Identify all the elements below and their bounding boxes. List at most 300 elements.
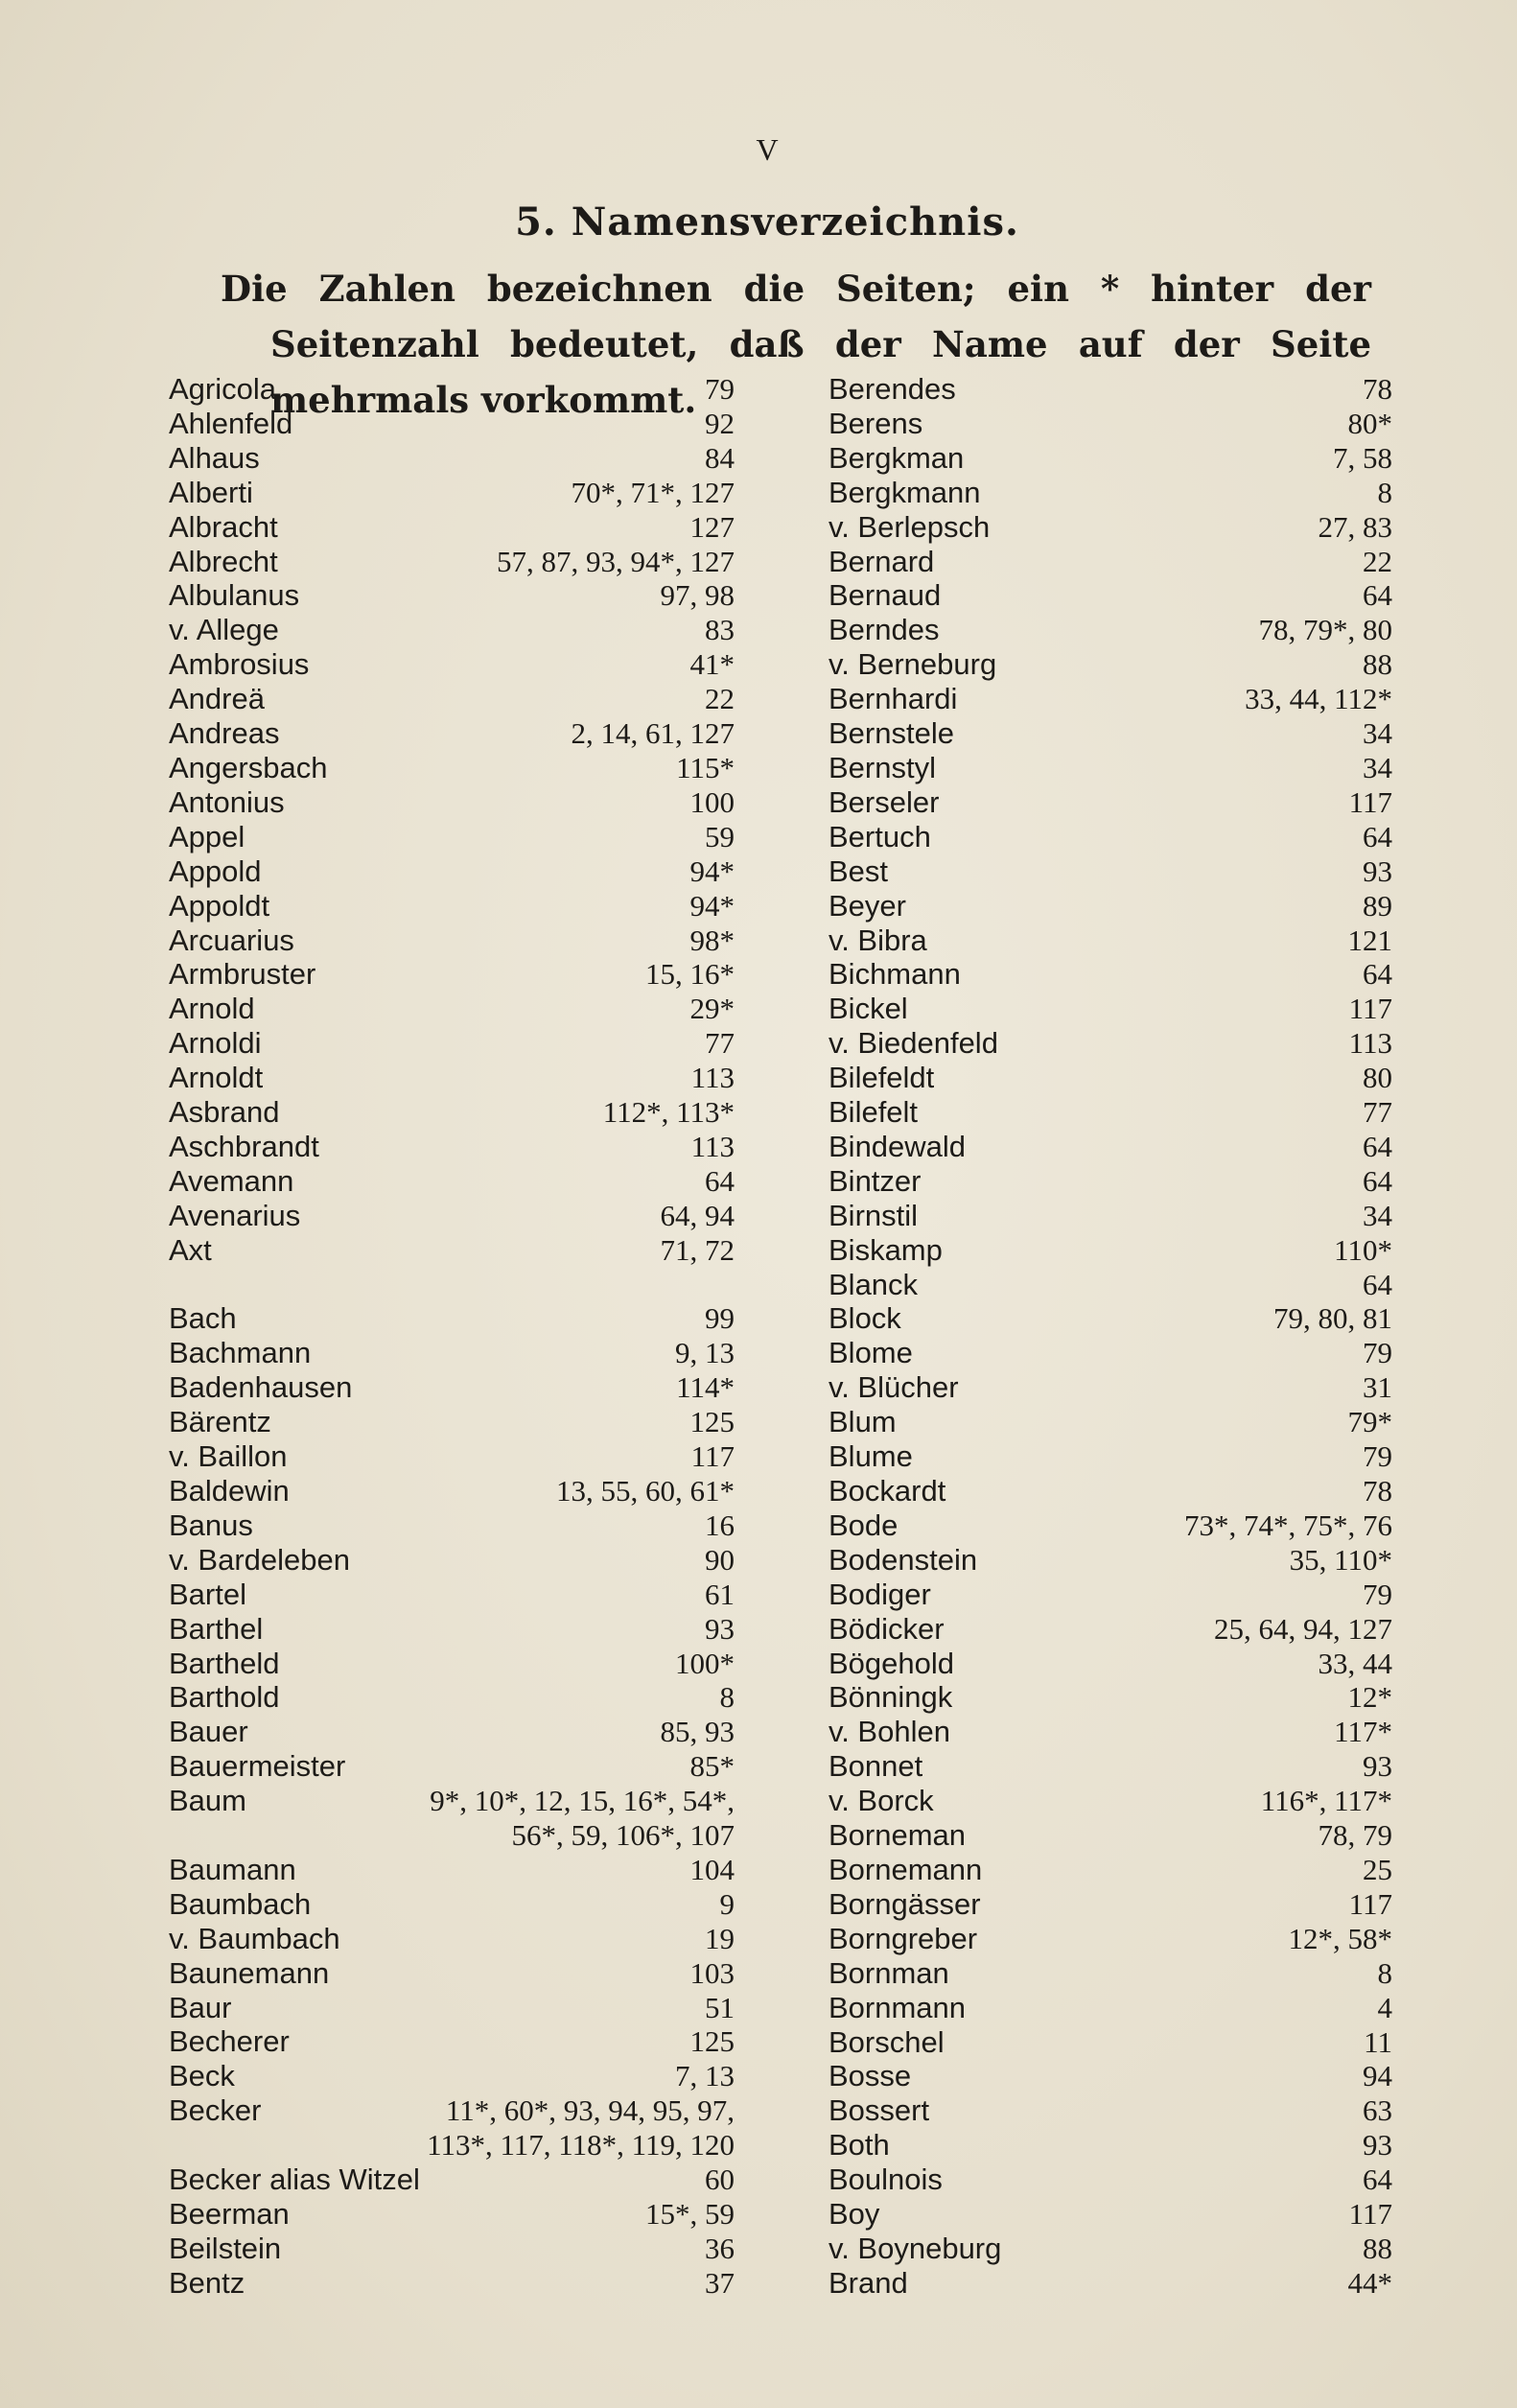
index-entry: [829, 2093, 1392, 2128]
index-entry: [829, 2197, 1392, 2232]
entry-pages: 79*: [1347, 1405, 1392, 1439]
entry-name: v. Borck: [829, 1784, 934, 1818]
entry-name: Appoldt: [169, 888, 270, 923]
entry-name: Bögehold: [829, 1646, 955, 1680]
index-entry: [829, 1095, 1392, 1130]
entry-pages: 7, 13: [675, 2059, 735, 2093]
entry-pages: 125: [689, 2024, 735, 2059]
entry-name: v. Blücher: [829, 1370, 959, 1405]
index-entry: [829, 716, 1392, 751]
entry-name: Bauer: [169, 1715, 248, 1749]
entry-pages: 15, 16*: [645, 957, 735, 992]
entry-pages: 70*, 71*, 127: [571, 475, 735, 509]
entry-pages: 15*, 59: [645, 2197, 735, 2232]
entry-name: v. Bohlen: [829, 1715, 950, 1749]
entry-pages: 35, 110*: [1289, 1542, 1392, 1577]
entry-pages: 34: [1363, 1198, 1392, 1232]
index-entry: [829, 854, 1392, 889]
entry-name: Borschel: [829, 2024, 945, 2059]
entry-name: Bilefeldt: [829, 1061, 935, 1095]
entry-name: Angersbach: [169, 750, 328, 784]
entry-pages: 93: [705, 1611, 735, 1646]
entry-pages: 114*: [676, 1370, 735, 1405]
entry-name: Bockardt: [829, 1474, 946, 1508]
index-entry: [169, 1887, 735, 1922]
entry-name: Bodenstein: [829, 1542, 978, 1577]
index-entry: [829, 1715, 1392, 1749]
index-entry: [169, 1474, 735, 1508]
entry-name: Bernhardi: [829, 682, 958, 716]
index-entry: [169, 578, 735, 613]
entry-pages: 100: [689, 784, 735, 819]
entry-pages: 115*: [676, 750, 735, 784]
entry-pages: 33, 44, 112*: [1245, 682, 1392, 716]
entry-name: Boy: [829, 2197, 880, 2232]
index-entry: [169, 854, 735, 889]
entry-pages: 9*, 10*, 12, 15, 16*, 54*,: [430, 1784, 735, 1818]
entry-name: Bartel: [169, 1577, 246, 1611]
index-entry: [169, 1199, 735, 1233]
index-entry: [169, 716, 735, 751]
entry-name: Boulnois: [829, 2163, 943, 2197]
entry-name: Bernaud: [829, 578, 942, 613]
entry-pages: 79: [705, 372, 735, 406]
entry-pages: 77: [705, 1026, 735, 1061]
intro-text: Die Zahlen bezeichnen die Seiten; ein * hinter der Seitenzahl bedeutet, daß der Name auf der Seite mehrmals vorkommt.: [221, 268, 1371, 421]
entry-pages: 8: [1377, 475, 1392, 509]
entry-name: Beck: [169, 2059, 235, 2093]
entry-name: Ambrosius: [169, 647, 310, 682]
entry-name: Best: [829, 853, 889, 888]
entry-name: Berndes: [829, 613, 940, 647]
entry-pages: 64: [1363, 1267, 1392, 1301]
entry-name: Blum: [829, 1405, 897, 1439]
index-entry: [169, 372, 735, 407]
entry-pages: 78: [1363, 1474, 1392, 1508]
index-entry: [169, 992, 735, 1026]
entry-name: Bode: [829, 1508, 899, 1542]
index-entry: [169, 1301, 735, 1336]
entry-name: v. Allege: [169, 613, 279, 647]
index-entry: [829, 923, 1392, 958]
entry-name: v. Baillon: [169, 1439, 288, 1474]
index-entry: [829, 1130, 1392, 1164]
entry-name: Axt: [169, 1232, 212, 1267]
entry-pages: 59: [705, 819, 735, 853]
entry-name: Antonius: [169, 784, 285, 819]
entry-name: Barthold: [169, 1680, 280, 1715]
index-entry: [169, 545, 735, 579]
entry-pages: 99: [705, 1301, 735, 1336]
index-entry: [829, 647, 1392, 682]
entry-name: Bauermeister: [169, 1749, 346, 1784]
index-entry: [829, 1405, 1392, 1439]
index-entry: [169, 1164, 735, 1199]
index-entry: [169, 441, 735, 476]
entry-name: Bach: [169, 1301, 237, 1336]
entry-name: Borneman: [829, 1818, 967, 1853]
entry-name: Brand: [829, 2265, 908, 2300]
entry-pages: 110*: [1334, 1232, 1392, 1267]
index-entry: [829, 1749, 1392, 1784]
entry-pages: 78, 79: [1318, 1818, 1392, 1853]
entry-name: Bodiger: [829, 1577, 931, 1611]
entry-pages: 92: [705, 406, 735, 440]
entry-name: Bilefelt: [829, 1095, 919, 1130]
entry-pages: 88: [1363, 2231, 1392, 2265]
entry-name: Birnstil: [829, 1198, 919, 1232]
index-entry: [169, 1130, 735, 1164]
index-entry: [169, 1095, 735, 1130]
index-entry: [169, 647, 735, 682]
index-entry: [829, 1061, 1392, 1095]
entry-pages: 64: [1363, 1129, 1392, 1163]
entry-pages: 19: [705, 1921, 735, 1955]
index-entry: [829, 1818, 1392, 1853]
entry-pages: 113: [690, 1061, 735, 1095]
entry-name: Bentz: [169, 2265, 245, 2300]
entry-pages: 61: [705, 1577, 735, 1611]
entry-pages: 9: [719, 1886, 735, 1921]
entry-pages: 97, 98: [660, 578, 735, 613]
entry-pages: 117: [690, 1439, 735, 1474]
entry-name: v. Berneburg: [829, 647, 997, 682]
index-entry: [169, 957, 735, 992]
entry-pages: 79: [1363, 1336, 1392, 1370]
entry-pages: 103: [689, 1955, 735, 1990]
index-entry: [829, 1199, 1392, 1233]
index-entry: [169, 1405, 735, 1439]
index-entry: [169, 613, 735, 647]
entry-name: Berens: [829, 406, 923, 440]
entry-pages: 41*: [689, 647, 735, 682]
entry-pages: 93: [1363, 1749, 1392, 1784]
entry-pages: 89: [1363, 888, 1392, 923]
index-entry: [829, 1370, 1392, 1405]
entry-pages: 29*: [689, 992, 735, 1026]
entry-pages: 64, 94: [660, 1198, 735, 1232]
entry-name: Andreä: [169, 682, 265, 716]
index-entry: [169, 1956, 735, 1991]
entry-name: Barthel: [169, 1611, 264, 1646]
entry-pages: 8: [1377, 1955, 1392, 1990]
entry-name: Bernstyl: [829, 750, 936, 784]
entry-pages: 25: [1363, 1852, 1392, 1886]
index-entry: [829, 510, 1392, 545]
entry-pages: 36: [705, 2231, 735, 2265]
entry-name: Arnoldi: [169, 1026, 262, 1061]
page-number: V: [756, 132, 779, 167]
entry-pages: 9, 13: [675, 1336, 735, 1370]
entry-name: Agricola: [169, 372, 276, 406]
index-entry: [169, 476, 735, 510]
entry-pages: 77: [1363, 1095, 1392, 1130]
entry-name: Bödicker: [829, 1611, 945, 1646]
entry-name: Arnoldt: [169, 1061, 264, 1095]
entry-pages: 100*: [675, 1646, 735, 1680]
index-entry: [169, 820, 735, 854]
index-entry: [169, 1991, 735, 2025]
entry-name: Bickel: [829, 992, 908, 1026]
entry-name: Berseler: [829, 784, 940, 819]
entry-pages: 11: [1364, 2024, 1392, 2059]
entry-name: Andreas: [169, 716, 280, 751]
entry-name: Beerman: [169, 2197, 290, 2232]
index-entry: [169, 1370, 735, 1405]
entry-pages: 64: [1363, 819, 1392, 853]
entry-name: Bornmann: [829, 1990, 967, 2024]
entry-name: Alberti: [169, 475, 253, 509]
index-entry: [169, 1922, 735, 1956]
entry-name: v. Boyneburg: [829, 2231, 1002, 2265]
entry-pages: 63: [1363, 2093, 1392, 2128]
entry-pages: 85*: [689, 1749, 735, 1784]
entry-name: Becherer: [169, 2024, 290, 2059]
entry-pages: 121: [1347, 923, 1392, 957]
entry-pages: 113: [1348, 1026, 1392, 1061]
entry-pages: 93: [1363, 853, 1392, 888]
index-entry: [169, 2232, 735, 2266]
index-entry: [829, 682, 1392, 716]
index-entry: [829, 578, 1392, 613]
index-entry: [829, 2232, 1392, 2266]
index-entry: [829, 407, 1392, 441]
entry-name: Appel: [169, 819, 245, 853]
entry-pages: 37: [705, 2265, 735, 2300]
index-entry: [829, 2059, 1392, 2093]
entry-pages: 94*: [689, 888, 735, 923]
entry-pages: 73*, 74*, 75*, 76: [1184, 1508, 1392, 1542]
entry-pages: 117: [1348, 784, 1392, 819]
index-entry: [829, 2163, 1392, 2197]
entry-pages: 56*, 59, 106*, 107: [511, 1818, 735, 1853]
index-entry: [169, 2128, 735, 2163]
entry-pages: 64: [1363, 1163, 1392, 1198]
index-entry: [169, 751, 735, 785]
index-entry: [829, 441, 1392, 476]
entry-pages: 93: [1363, 2128, 1392, 2163]
index-entry: [829, 1268, 1392, 1302]
index-entry: [169, 1612, 735, 1647]
index-column-left: [169, 372, 735, 2301]
section-gap: [169, 1268, 735, 1302]
entry-pages: 90: [705, 1542, 735, 1577]
entry-name: Biskamp: [829, 1232, 943, 1267]
entry-name: Bergkman: [829, 440, 965, 475]
entry-pages: 60: [705, 2163, 735, 2197]
entry-name: Beyer: [829, 888, 906, 923]
entry-pages: 34: [1363, 716, 1392, 751]
entry-name: v. Baumbach: [169, 1921, 340, 1955]
entry-pages: 8: [719, 1680, 735, 1715]
entry-name: Becker: [169, 2093, 262, 2128]
section-title: 5. Namensverzeichnis.: [515, 199, 1019, 245]
index-entry: [829, 1680, 1392, 1715]
entry-name: Bintzer: [829, 1163, 922, 1198]
entry-name: Block: [829, 1301, 901, 1336]
entry-name: Appold: [169, 853, 262, 888]
index-entry: [169, 1784, 735, 1818]
entry-name: Baumbach: [169, 1886, 312, 1921]
entry-pages: 22: [1363, 544, 1392, 578]
entry-pages: 104: [689, 1852, 735, 1886]
index-entry: [829, 957, 1392, 992]
index-entry: [829, 372, 1392, 407]
entry-name: Becker alias Witzel: [169, 2163, 420, 2197]
index-entry: [829, 1922, 1392, 1956]
index-entry: [169, 682, 735, 716]
index-entry: [169, 1749, 735, 1784]
entry-pages: 11*, 60*, 93, 94, 95, 97,: [445, 2093, 735, 2128]
entry-name: Avenarius: [169, 1198, 301, 1232]
entry-pages: 117: [1348, 992, 1392, 1026]
index-entry: [169, 1336, 735, 1370]
entry-pages: 94*: [689, 853, 735, 888]
index-entry: [829, 1543, 1392, 1578]
entry-name: Avemann: [169, 1163, 294, 1198]
entry-name: Blanck: [829, 1267, 919, 1301]
entry-pages: 51: [705, 1990, 735, 2024]
entry-name: Borngässer: [829, 1886, 981, 1921]
entry-pages: 7, 58: [1333, 440, 1392, 475]
entry-name: v. Bibra: [829, 923, 927, 957]
entry-name: Beilstein: [169, 2231, 282, 2265]
entry-pages: 116*, 117*: [1260, 1784, 1392, 1818]
entry-pages: 80*: [1347, 406, 1392, 440]
index-entry: [829, 1301, 1392, 1336]
index-entry: [829, 2128, 1392, 2163]
index-entry: [829, 2266, 1392, 2301]
entry-pages: 64: [1363, 957, 1392, 992]
entry-name: Bonnet: [829, 1749, 923, 1784]
index-entry: [169, 510, 735, 545]
entry-name: Arcuarius: [169, 923, 294, 957]
entry-pages: 78: [1363, 372, 1392, 406]
index-entry: [169, 1026, 735, 1061]
entry-name: Baur: [169, 1990, 232, 2024]
index-entry: [829, 1439, 1392, 1474]
entry-name: v. Biedenfeld: [829, 1026, 998, 1061]
entry-pages: 113: [690, 1129, 735, 1163]
entry-name: Bachmann: [169, 1336, 312, 1370]
entry-name: Albulanus: [169, 578, 300, 613]
index-entry: [829, 1026, 1392, 1061]
entry-pages: 79: [1363, 1577, 1392, 1611]
entry-pages: 113*, 117, 118*, 119, 120: [427, 2128, 735, 2163]
index-entry: [169, 1233, 735, 1268]
entry-name: Arnold: [169, 992, 255, 1026]
index-entry: [169, 2093, 735, 2128]
entry-name: v. Berlepsch: [829, 509, 991, 544]
index-entry: [169, 1715, 735, 1749]
index-entry: [169, 2059, 735, 2093]
entry-name: Bossert: [829, 2093, 930, 2128]
index-entry: [169, 2163, 735, 2197]
index-entry: [829, 785, 1392, 820]
entry-pages: 25, 64, 94, 127: [1214, 1611, 1392, 1646]
entry-pages: 16: [705, 1508, 735, 1542]
entry-name: Bosse: [829, 2059, 912, 2093]
index-entry: [169, 1578, 735, 1612]
index-entry: [169, 2024, 735, 2059]
entry-name: Bornemann: [829, 1852, 983, 1886]
index-entry: [829, 1853, 1392, 1887]
index-entry: [169, 2197, 735, 2232]
entry-pages: 88: [1363, 647, 1392, 682]
entry-pages: 117: [1348, 1886, 1392, 1921]
index-entry: [829, 1164, 1392, 1199]
entry-name: Baldewin: [169, 1473, 290, 1508]
index-entry: [829, 2025, 1392, 2060]
entry-pages: 64: [705, 1163, 735, 1198]
entry-name: v. Bardeleben: [169, 1542, 350, 1577]
entry-name: Aschbrandt: [169, 1129, 319, 1163]
index-entry: [169, 1543, 735, 1578]
index-entry: [829, 1233, 1392, 1268]
index-entry: [829, 889, 1392, 923]
entry-name: Banus: [169, 1508, 253, 1542]
index-entry: [829, 1508, 1392, 1543]
entry-name: Badenhausen: [169, 1370, 353, 1405]
entry-name: Albrecht: [169, 544, 278, 578]
index-entry: [169, 1439, 735, 1474]
entry-pages: 57, 87, 93, 94*, 127: [497, 544, 735, 578]
entry-pages: 12*: [1347, 1680, 1392, 1715]
index-entry: [169, 2266, 735, 2301]
entry-name: Bartheld: [169, 1646, 280, 1680]
entry-name: Blome: [829, 1336, 913, 1370]
entry-name: Baumann: [169, 1852, 296, 1886]
index-entry: [829, 992, 1392, 1026]
entry-name: Bornman: [829, 1955, 949, 1990]
entry-name: Borngreber: [829, 1921, 978, 1955]
entry-pages: 71, 72: [660, 1232, 735, 1267]
entry-pages: 84: [705, 440, 735, 475]
index-entry: [829, 1612, 1392, 1647]
index-entry: [829, 1956, 1392, 1991]
entry-name: Bindewald: [829, 1129, 967, 1163]
entry-pages: 127: [689, 509, 735, 544]
entry-name: Bernard: [829, 544, 935, 578]
entry-name: Bichmann: [829, 957, 961, 992]
entry-name: Both: [829, 2128, 890, 2163]
entry-pages: 83: [705, 613, 735, 647]
index-entry: [829, 1647, 1392, 1681]
index-entry: [829, 613, 1392, 647]
index-entry: [829, 476, 1392, 510]
index-entry: [829, 1336, 1392, 1370]
entry-pages: 64: [1363, 2163, 1392, 2197]
entry-pages: 12*, 58*: [1288, 1921, 1392, 1955]
entry-pages: 79, 80, 81: [1273, 1301, 1392, 1336]
index-entry: [829, 545, 1392, 579]
entry-name: Bertuch: [829, 819, 931, 853]
index-entry: [829, 1474, 1392, 1508]
entry-pages: 125: [689, 1405, 735, 1439]
entry-name: Bernstele: [829, 716, 954, 751]
entry-pages: 117: [1348, 2197, 1392, 2232]
entry-pages: 34: [1363, 750, 1392, 784]
entry-name: Alhaus: [169, 440, 260, 475]
entry-pages: 13, 55, 60, 61*: [556, 1473, 735, 1508]
index-column-right: [829, 372, 1392, 2301]
entry-pages: 64: [1363, 578, 1392, 613]
entry-name: Armbruster: [169, 957, 316, 992]
entry-pages: 31: [1363, 1370, 1392, 1405]
entry-name: Bärentz: [169, 1405, 271, 1439]
entry-pages: 80: [1363, 1061, 1392, 1095]
entry-pages: 117*: [1334, 1715, 1392, 1749]
